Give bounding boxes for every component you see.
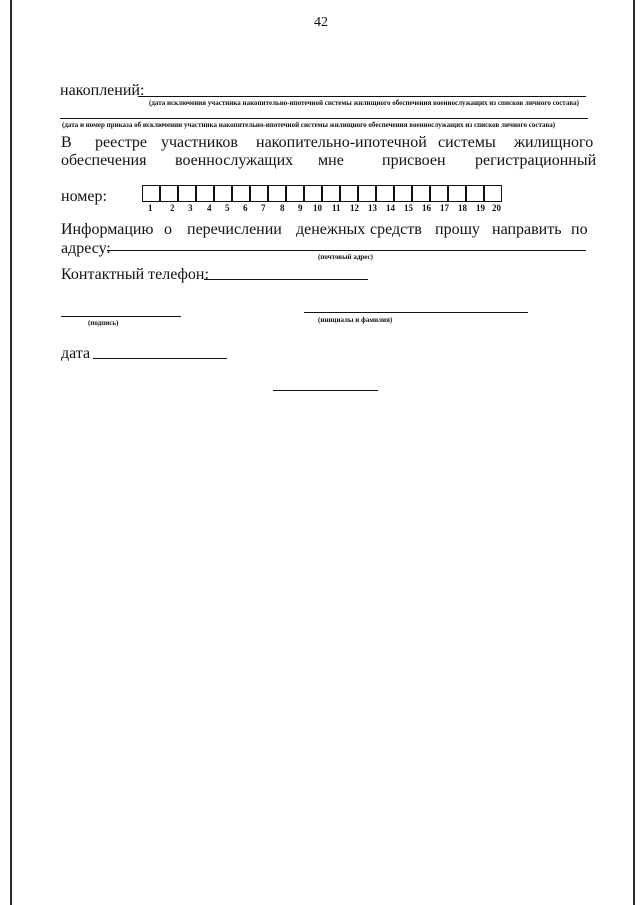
scan-border-left (10, 0, 12, 905)
registration-digit-box[interactable] (466, 185, 484, 202)
info-line-w5: прошу (435, 221, 480, 238)
phone-fill-line[interactable] (204, 279, 368, 280)
box-number: 1 (148, 203, 153, 213)
box-number: 16 (422, 203, 431, 213)
registration-digit-box[interactable] (484, 185, 502, 202)
registration-digit-box[interactable] (322, 185, 340, 202)
address-label: адресу: (61, 240, 111, 257)
box-number: 5 (225, 203, 230, 213)
info-line-w2: перечислении (187, 221, 282, 238)
registration-digit-box[interactable] (304, 185, 322, 202)
registration-digit-box[interactable] (250, 185, 268, 202)
registry-line2-w2: мне (318, 152, 344, 169)
box-number: 11 (332, 203, 341, 213)
info-line-w0: Информацию (61, 221, 154, 238)
registry-line1-w3: накопительно-ипотечной (256, 134, 427, 151)
initials-caption: (инициалы и фамилия) (318, 316, 393, 324)
registration-digit-box[interactable] (376, 185, 394, 202)
registration-digit-box[interactable] (268, 185, 286, 202)
exclusion-date-caption: (дата исключения участника накопительно-ипотечной системы жилищного обеспечения военнослужащих из списков личного состава) (149, 99, 579, 107)
box-number: 14 (386, 203, 395, 213)
page-number: 42 (314, 15, 328, 30)
registration-digit-box[interactable] (340, 185, 358, 202)
box-number: 10 (313, 203, 322, 213)
box-number: 20 (492, 203, 501, 213)
box-number: 4 (207, 203, 212, 213)
registration-digit-box[interactable] (178, 185, 196, 202)
accumulations-fill-line[interactable] (138, 96, 586, 97)
box-number: 9 (298, 203, 303, 213)
date-label: дата (61, 345, 91, 362)
registration-digit-box[interactable] (232, 185, 250, 202)
registration-digit-box[interactable] (214, 185, 232, 202)
info-line-w7: по (571, 221, 588, 238)
registration-digit-box[interactable] (394, 185, 412, 202)
address-fill-line[interactable] (107, 250, 586, 251)
signature-caption: (подпись) (88, 319, 119, 327)
registry-line1-w0: В (61, 134, 72, 151)
info-line-w6: направить (492, 221, 562, 238)
registry-line1-w5: жилищного (514, 134, 594, 151)
closing-separator (273, 390, 378, 391)
registry-line2-w1: военнослужащих (175, 152, 294, 169)
box-number: 8 (280, 203, 285, 213)
signature-fill-line[interactable] (61, 316, 181, 317)
registry-line1-w1: реестре (95, 134, 147, 151)
box-number: 17 (440, 203, 449, 213)
registration-digit-box[interactable] (196, 185, 214, 202)
registration-digit-box[interactable] (286, 185, 304, 202)
order-caption: (дата и номер приказа об исключении участника накопительно-ипотечной системы жилищного обеспечения военнослужащих из списков личного состава) (62, 121, 556, 129)
registration-digit-box[interactable] (430, 185, 448, 202)
registry-line1-w2: участников (161, 134, 238, 151)
registry-line2-w4: регистрационный (475, 152, 597, 169)
info-line-w4: средств (370, 221, 422, 238)
box-number: 18 (458, 203, 467, 213)
scan-border-right (633, 0, 635, 905)
box-number: 12 (350, 203, 359, 213)
registration-digit-box[interactable] (142, 185, 160, 202)
box-number: 19 (476, 203, 485, 213)
registration-digit-box[interactable] (160, 185, 178, 202)
registration-digit-box[interactable] (412, 185, 430, 202)
info-line-w3: денежных (296, 221, 366, 238)
box-number: 7 (261, 203, 266, 213)
registration-digit-box[interactable] (358, 185, 376, 202)
number-label: номер: (61, 188, 107, 205)
date-fill-line[interactable] (93, 358, 227, 359)
registry-line1-w4: системы (438, 134, 496, 151)
info-line-w1: о (164, 221, 172, 238)
box-number: 15 (404, 203, 413, 213)
accumulations-label: накоплений: (60, 82, 145, 99)
box-number: 3 (188, 203, 193, 213)
order-fill-line[interactable] (60, 118, 588, 119)
box-number: 13 (368, 203, 377, 213)
registry-line2-w3: присвоен (382, 152, 446, 169)
initials-fill-line[interactable] (304, 312, 528, 313)
box-number: 6 (243, 203, 248, 213)
phone-label: Контактный телефон: (61, 266, 209, 283)
postal-caption: (почтовый адрес) (318, 253, 373, 261)
registration-digit-box[interactable] (448, 185, 466, 202)
box-number: 2 (170, 203, 175, 213)
registry-line2-w0: обеспечения (61, 152, 147, 169)
